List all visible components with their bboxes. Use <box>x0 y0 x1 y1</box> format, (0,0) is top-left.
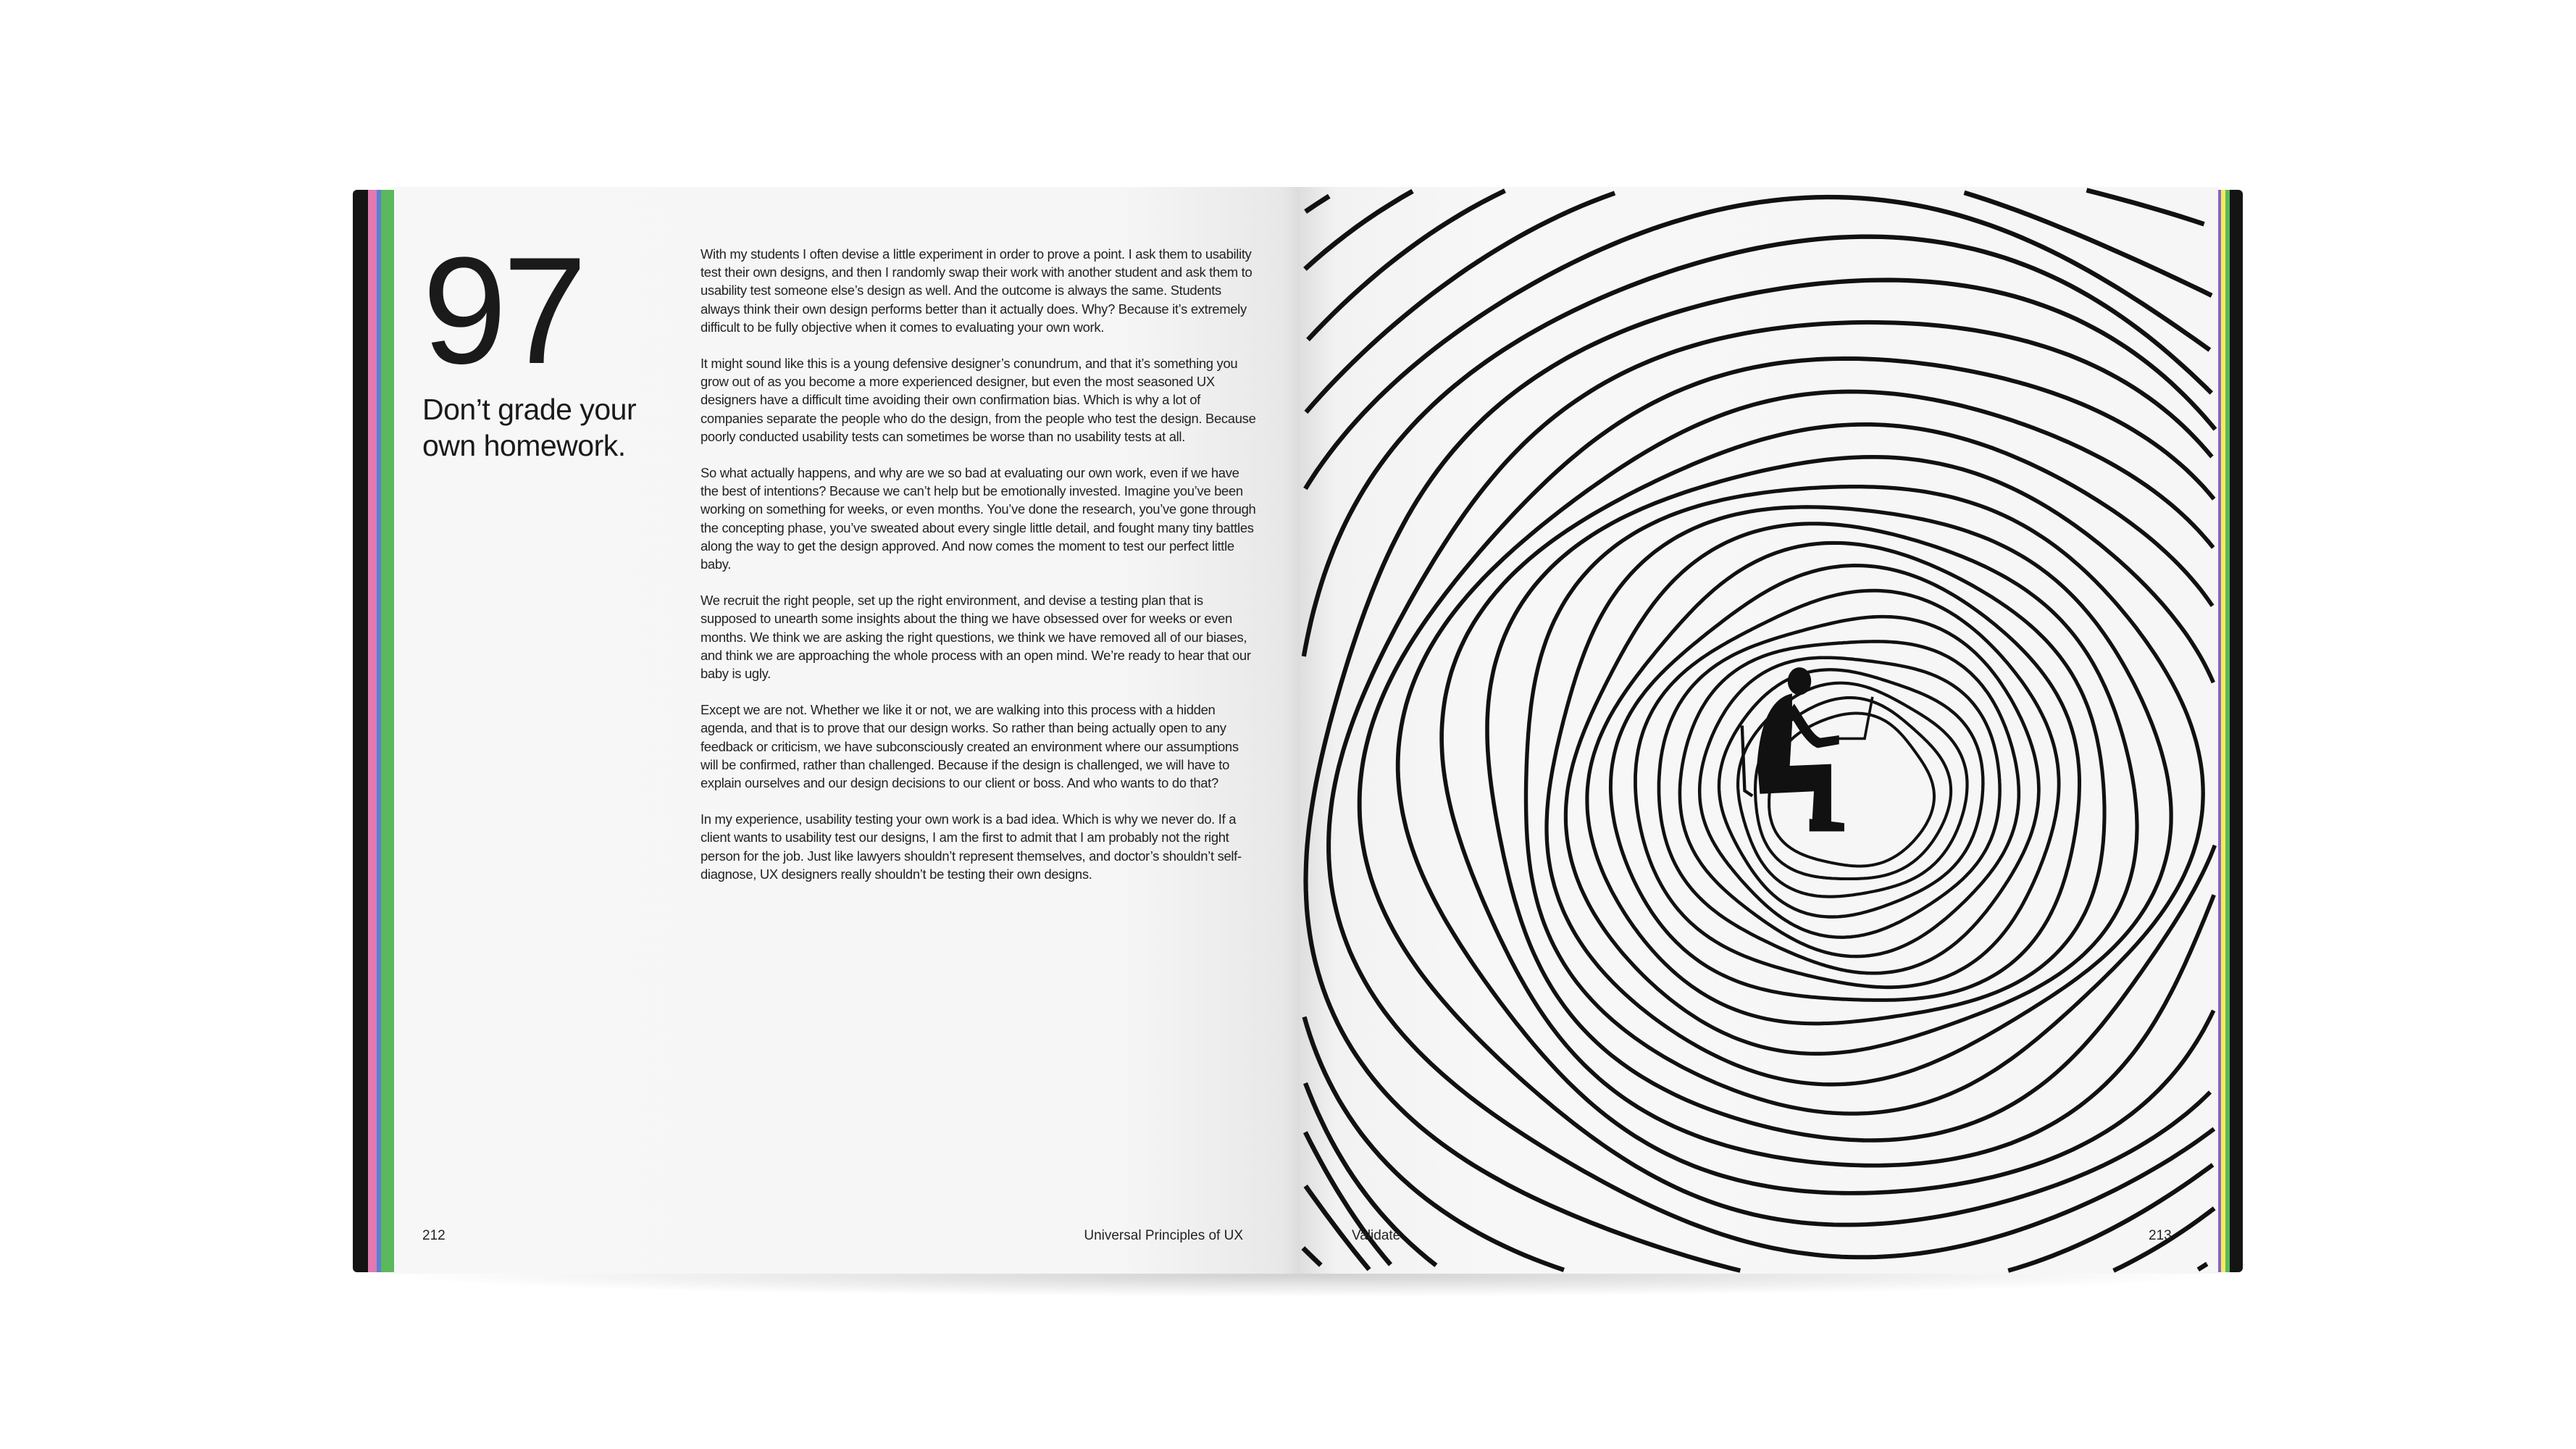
spiral-ring <box>1305 196 1329 212</box>
paragraph: Except we are not. Whether we like it or not, we are walking into this process with a hidden agenda, and that is to prove that our design works. So rather than being actually open to any feedback or criticism, we have subconsciously created an environment where our assumptions will be confirmed, rather than challenged. Because if the design is challenged, we will have to explain ourselves and our design decisions to our client or boss. And who wants to do that? <box>701 702 1239 791</box>
paragraph: We recruit the right people, set up the right environment, and devise a testing plan that is supposed to unearth some insights about the thing we have obsessed over for weeks or even months. We think we are asking the right questions, we think we have removed all of our biases, and think we are approaching the whole process with an open mind. We’re ready to hear that our baby is ugly. <box>701 593 1251 682</box>
spiral-ring <box>1565 524 2137 1054</box>
paragraph: So what actually happens, and why are we so bad at evaluating our own work, even if we have the best of intentions? Because we can’t help but be emotionally invested. Imagine you’ve been working on something for weeks, or even months. You’ve done the research, you’ve gone through the concepting phase, you’ve sweated about every single little detail, and fought many tiny battles along the way to get the design approved. And now comes the moment to test our perfect little baby. <box>701 465 1256 572</box>
color-tab-green <box>381 190 395 1272</box>
page-number-right: 213 <box>2149 1228 2172 1243</box>
chapter-title-line: Don’t grade your <box>422 393 637 426</box>
section-footer: Validate <box>1352 1228 1401 1243</box>
spiral-ring <box>1398 392 2214 1193</box>
paragraph: With my students I often devise a little experiment in order to prove a point. I ask them to usability test their own designs, and then I randomly swap their work with another student and ask them to usability test someone else’s design as well. And the outcome is always the same. Students always think their own design performs better than it actually does. Why? Because it’s extremely difficult to be fully objective when it comes to evaluating your own work. <box>701 246 1253 335</box>
spiral-illustration <box>1300 187 2218 1274</box>
spiral-rings <box>1303 191 2215 1271</box>
chapter-title-line: own homework. <box>422 429 626 462</box>
body-text <box>701 245 1258 901</box>
right-page <box>1300 187 2218 1274</box>
spiral-ring <box>1587 543 2104 1023</box>
chapter-number: 97 <box>422 225 583 396</box>
paragraph: It might sound like this is a young defensive designer’s conundrum, and that it’s something you grow out of as you become a more experienced designer, but even the most seasoned UX designers have a difficult time avoiding their own confirmation bias. Which is why a lot of companies separate the people who do the design, from the people who test the design. Because poorly conducted usability tests can sometimes be worse than no usability tests at all. <box>701 356 1256 444</box>
color-tab-green-right <box>2225 190 2230 1272</box>
running-footer: Universal Principles of UX <box>1084 1228 1243 1243</box>
chapter-title <box>422 391 636 464</box>
spiral-ring <box>1680 641 2019 956</box>
page-number-left: 212 <box>422 1228 446 1243</box>
paragraph: In my experience, usability testing your own work is a bad idea. Which is why we never do. If a client wants to usability test our designs, I am the first to admit that I am probably not the right person for the job. Just like lawyers shouldn’t represent themselves, and doctor’s shouldn’t self-diagnose, UX designers really shouldn’t be testing their own designs. <box>701 811 1242 882</box>
left-page <box>394 187 1300 1274</box>
person-at-laptop-icon <box>1742 667 1873 830</box>
